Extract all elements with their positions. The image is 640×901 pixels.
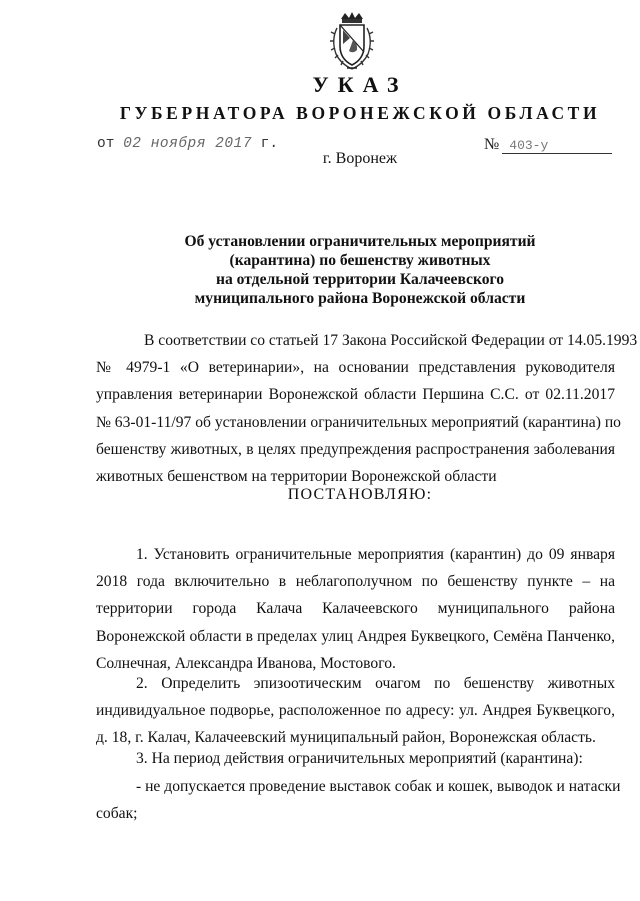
item-2-line: д. 18, г. Калач, Калачеевский муниципальный район, Воронежская область. [96,729,596,747]
item-1-line: 2018 года включительно в неблагополучном по бешенству пункте – на [96,573,615,591]
heading-line: на отдельной территории Калачеевского [215,271,505,288]
preamble-line: № 4979-1 «О ветеринарии», на основании представления руководителя [96,359,615,377]
item-2-line: индивидуальное подворье, расположенное по адресу: ул. Андрея Буквецкого, [96,702,615,720]
preamble-line: В соответствии со статьей 17 Закона Российской Федерации от 14.05.1993 [144,332,638,349]
date-prefix: от [97,136,115,152]
coat-of-arms-icon [327,10,377,72]
item-1-line: 1. Установить ограничительные мероприятия (карантин) до 09 января [136,546,615,563]
number-value: 403-у [509,138,549,153]
item-3-subitem [96,773,621,827]
item-1-paragraph [96,541,615,677]
item-3-subitem-line: - не допускается проведение выставок собак и кошек, выводок и натаски [136,778,621,795]
item-3-line: 3. На период действия ограничительных мероприятий (карантина): [136,750,583,767]
city-line: г. Воронеж [322,150,398,167]
item-1-line: территории города Калача Калачеевского муниципального района [96,600,615,618]
item-3-paragraph [96,745,615,772]
item-2-paragraph [96,670,615,752]
document-type-title: УКАЗ [312,72,408,97]
heading-line: Об установлении ограничительных мероприятий [184,233,536,250]
issuer-title: ГУБЕРНАТОРА ВОРОНЕЖСКОЙ ОБЛАСТИ [119,103,601,123]
decree-word: ПОСТАНОВЛЯЮ: [287,486,433,503]
heading-line: (карантина) по бешенству животных [229,252,491,269]
number-prefix: № [484,136,500,153]
preamble-paragraph [96,327,638,490]
item-1-line: Воронежской области в пределах улиц Андрея Буквецкого, Семёна Панченко, [96,627,615,645]
preamble-line: животных бешенством на территории Воронежской области [96,467,497,485]
document-heading [140,232,580,308]
item-3-subitem-line: собак; [96,805,138,823]
preamble-line: бешенству животных, в целях предупреждения распространения заболевания [96,440,615,458]
item-2-line: 2. Определить эпизоотическим очагом по бешенству животных [136,675,615,692]
date-suffix: г. [260,136,279,152]
heading-line: муниципального района Воронежской области [194,290,526,307]
preamble-line: управления ветеринарии Воронежской области Першина С.С. от 02.11.2017 [96,386,615,404]
date-value: 02 ноября 2017 [123,136,252,152]
preamble-line: № 63-01-11/97 об установлении ограничительных мероприятий (карантина) по [96,413,621,431]
item-1-line: Солнечная, Александра Иванова, Мостового. [96,654,396,672]
